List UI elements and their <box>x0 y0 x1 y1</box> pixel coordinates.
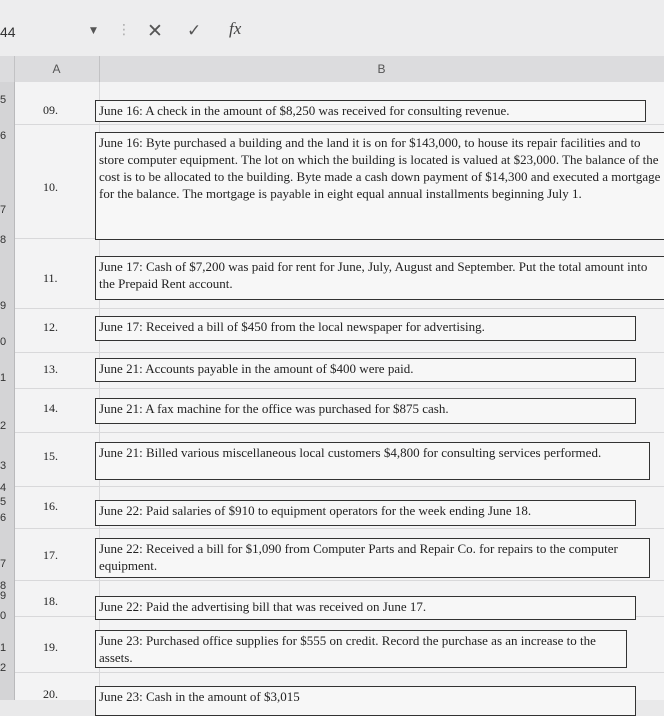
row-header[interactable]: 9 <box>0 300 7 312</box>
item-number[interactable]: 20. <box>43 687 58 701</box>
row-header[interactable]: 8 <box>0 580 7 592</box>
row-divider <box>15 672 664 673</box>
row-header[interactable]: 5 <box>0 94 7 106</box>
row-header[interactable]: 7 <box>0 204 7 216</box>
row-header[interactable]: 1 <box>0 372 7 384</box>
row-header[interactable]: 7 <box>0 558 7 570</box>
row-header[interactable]: 8 <box>0 234 7 246</box>
worksheet <box>15 82 664 704</box>
row-header[interactable]: 0 <box>0 610 7 622</box>
cancel-icon[interactable]: ✕ <box>147 20 163 42</box>
item-number[interactable]: 14. <box>43 401 58 415</box>
select-all-corner[interactable] <box>0 56 15 82</box>
transaction-cell[interactable]: June 16: Byte purchased a building and the land it is on for $143,000, to house its repair facilities and to store computer equipment. The lot on which the building is located is valued at $23,000. The balance of the cost is to be allocated to the building. Byte made a cash down payment of $14,300 and executed a mortgage for the balance. The mortgage is payable in eight equal annual installments beginning July 1. <box>95 132 664 240</box>
transaction-cell[interactable]: June 22: Paid the advertising bill that was received on June 17. <box>95 596 636 620</box>
item-number[interactable]: 11. <box>43 271 58 285</box>
row-divider <box>15 486 664 487</box>
row-divider <box>15 352 664 353</box>
row-divider <box>15 528 664 529</box>
row-headers <box>0 82 15 700</box>
row-divider <box>15 432 664 433</box>
transaction-cell[interactable]: June 17: Cash of $7,200 was paid for rent for June, July, August and September. Put the total amount into the Prepaid Rent account. <box>95 256 664 300</box>
enter-icon[interactable]: ✓ <box>187 21 202 41</box>
row-header[interactable]: 4 <box>0 482 7 494</box>
transaction-cell[interactable]: June 21: A fax machine for the office was purchased for $875 cash. <box>95 398 636 424</box>
row-divider <box>15 388 664 389</box>
item-number[interactable]: 19. <box>43 640 58 654</box>
item-number[interactable]: 16. <box>43 499 58 513</box>
row-header[interactable]: 6 <box>0 130 7 142</box>
row-header[interactable]: 5 <box>0 496 7 508</box>
item-number[interactable]: 10. <box>43 180 58 194</box>
grip-icon: ⋮ <box>117 22 131 38</box>
row-header[interactable]: 1 <box>0 642 7 654</box>
row-header[interactable]: 0 <box>0 336 7 348</box>
item-number[interactable]: 17. <box>43 548 58 562</box>
chevron-down-icon[interactable]: ▼ <box>90 26 97 36</box>
name-box[interactable]: 44 <box>0 24 16 40</box>
transaction-cell[interactable]: June 16: A check in the amount of $8,250 was received for consulting revenue. <box>95 100 646 122</box>
transaction-cell[interactable]: June 23: Cash in the amount of $3,015 <box>95 686 636 716</box>
row-divider <box>15 580 664 581</box>
item-number[interactable]: 09. <box>43 103 58 117</box>
row-divider <box>15 124 664 125</box>
insert-function-icon[interactable]: fx <box>229 19 242 38</box>
row-header[interactable]: 3 <box>0 460 7 472</box>
transaction-cell[interactable]: June 22: Received a bill for $1,090 from Computer Parts and Repair Co. for repairs to the computer equipment. <box>95 538 650 578</box>
column-header-a[interactable]: A <box>14 56 100 82</box>
column-headers <box>0 56 664 83</box>
row-header[interactable]: 2 <box>0 662 7 674</box>
transaction-cell[interactable]: June 17: Received a bill of $450 from the local newspaper for advertising. <box>95 316 636 341</box>
item-number[interactable]: 15. <box>43 449 58 463</box>
row-header[interactable]: 6 <box>0 512 7 524</box>
transaction-cell[interactable]: June 23: Purchased office supplies for $555 on credit. Record the purchase as an increase to the assets. <box>95 630 627 668</box>
row-header[interactable]: 2 <box>0 420 7 432</box>
column-header-b[interactable]: B <box>377 62 386 76</box>
transaction-cell[interactable]: June 22: Paid salaries of $910 to equipment operators for the week ending June 18. <box>95 500 636 526</box>
formula-bar <box>0 0 664 57</box>
transaction-cell[interactable]: June 21: Billed various miscellaneous local customers $4,800 for consulting services performed. <box>95 442 650 480</box>
item-number[interactable]: 12. <box>43 320 58 334</box>
transaction-cell[interactable]: June 21: Accounts payable in the amount of $400 were paid. <box>95 358 636 382</box>
item-number[interactable]: 13. <box>43 362 58 376</box>
row-divider <box>15 308 664 309</box>
item-number[interactable]: 18. <box>43 594 58 608</box>
row-header[interactable]: 9 <box>0 590 7 602</box>
